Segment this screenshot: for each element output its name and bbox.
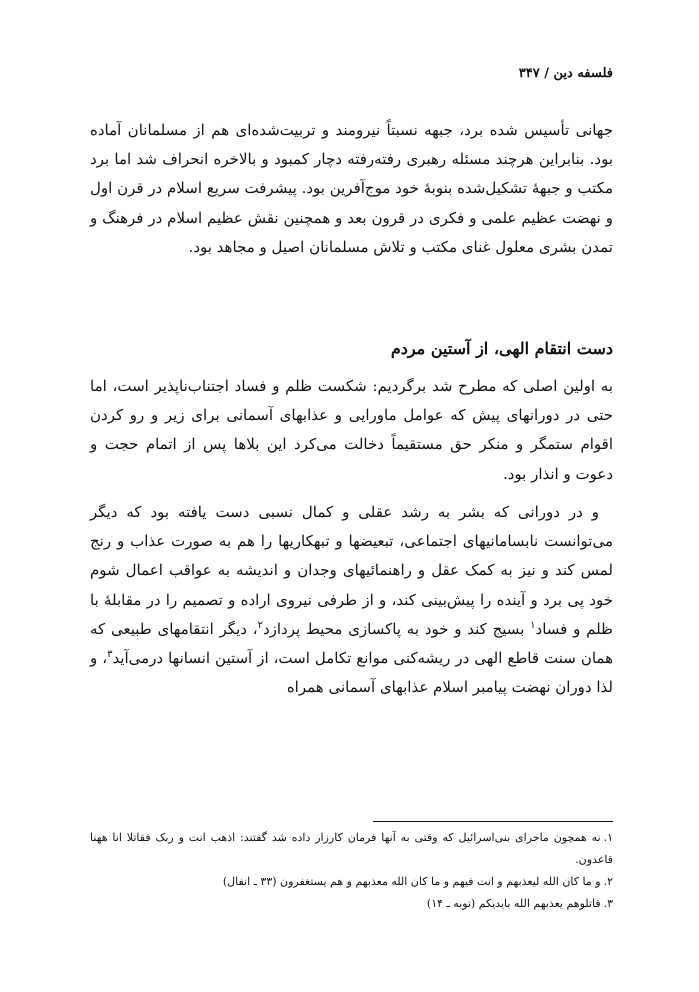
footnote-3	[90, 893, 613, 915]
paragraph-3	[90, 498, 613, 702]
paragraph-3-part-a: و در دورانی که بشر به رشد عقلی و کمال نسبی دست یافته بود که دیگر می‌توانست نابسامانیهای اجتماعی، تبعیضها و تبهکاریها را هم به صورت عذاب و رنج لمس کند و نیز به کمک عقل و راهنمائیهای وجدان و اندیشه به عواقب اعمال شوم خود پی برد و آینده را پیش‌بینی کند، و از طرفی نیروی اراده و تصمیم را در مقابلۀ با ظلم و فساد	[90, 503, 613, 638]
footnote-1	[90, 827, 613, 871]
paragraph-3-part-d: ، و لذا دوران نهضت پیامبر اسلام عذابهای آسمانی همراه	[90, 649, 613, 697]
footnote-2-number: ۲.	[603, 875, 613, 888]
footnote-ref-2: ۲	[257, 619, 263, 631]
footnote-1-text: نه همچون ماجرای بنی‌اسرائیل که وقتی به آنها فرمان کارزار داده شد گفتند: اذهب انت و ربک فقاتلا انا ههنا قاعدون.	[90, 831, 613, 866]
footnote-divider	[373, 821, 613, 822]
paragraph-1: جهانی تأسیس شده برد، جبهه نسبتاً نیرومند و تربیت‌شده‌ای هم از مسلمانان آماده بود. بنابراین هرچند مسئله رهبری رفته‌رفته دچار کمبود و بالاخره انحراف شد اما برد مکتب و جبهۀ تشکیل‌شده بنوبۀ خود موج‌آفرین بود. پیشرفت سریع اسلام در قرن اول و نهضت عظیم علمی و فکری در قرون بعد و همچنین نقش عظیم اسلام در فرهنگ و تمدن بشری معلول غنای مکتب و تلاش مسلمانان اصیل و مجاهد بود.	[90, 121, 613, 256]
paragraph-3-part-c: ، دیگر انتقامهای طبیعی که همان سنت قاطع الهی در ریشه‌کنی موانع تکامل است، از آستین انسانها درمی‌آید	[90, 619, 613, 668]
footnote-3-text: قاتلوهم یعذبهم الله بایدیکم (توبه ـ ۱۴)	[426, 897, 601, 910]
footnote-ref-1: ۱	[530, 619, 536, 631]
paragraph-2: به اولین اصلی که مطرح شد برگردیم: شکست ظلم و فساد اجتناب‌ناپذیر است، اما حتی در دورانهای پیش که عوامل ماورایی و عذابهای آسمانی برای زیر و رو کردن اقوام ستمگر و منکر حق مستقیماً دخالت می‌کرد این بلاها پس از اتمام حجت و دعوت و انذار بود.	[90, 377, 613, 483]
footnote-2-text: و ما کان الله لیعذبهم و انت فیهم و ما کان الله معذبهم و هم یستغفرون (۳۳ ـ انفال)	[222, 875, 601, 888]
footnotes	[90, 827, 613, 915]
footnote-3-number: ۳.	[603, 897, 613, 910]
section-heading: دست انتقام الهی، از آستین مردم	[390, 339, 613, 358]
footnote-1-number: ۱.	[603, 831, 613, 844]
footnote-2	[90, 871, 613, 893]
footnote-ref-3: ۳	[107, 649, 113, 661]
paragraph-3-part-b: بسیج کند و خود به پاکسازی محیط پردازد	[262, 619, 531, 638]
running-head: فلسفه دین / ۳۴۷	[518, 66, 613, 81]
